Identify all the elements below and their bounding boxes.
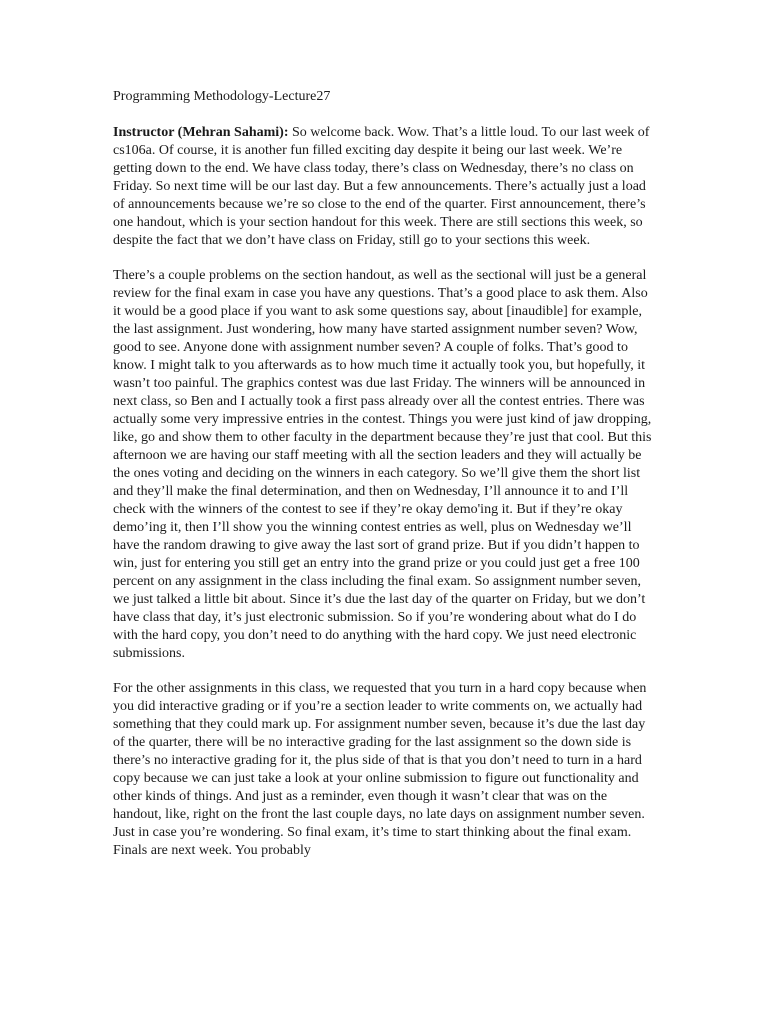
paragraph-3: For the other assignments in this class, we requested that you turn in a hard copy because when you did interactive grading or if you’re a section leader to write comments on, we actually had something that they could mark up. For assignment number seven, because it’s due the last day of the quarter, there will be no interactive grading for the last assignment so the down side is there’s no interactive grading for it, the plus side of that is that you don’t need to turn in a hard copy because we can just take a look at your online submission to figure out functionality and other kinds of things. And just as a reminder, even though it wasn’t clear that was on the handout, like, right on the front the last couple days, no late days on assignment number seven. Just in case you’re wondering. So final exam, it’s time to start thinking about the final exam. Finals are next week. You probably: [113, 681, 647, 858]
paragraph-1: [113, 124, 658, 250]
paragraph-1-text: So welcome back. Wow. That’s a little loud. To our last week of cs106a. Of course, it is another fun filled exciting day despite it being our last week. We’re getting down to the end. We have class today, there’s class on Wednesday, there’s no class on Friday. So next time will be our last day. But a few announcements. There’s actually just a load of announcements because we’re so close to the end of the quarter. First announcement, there’s one handout, which is your section handout for this week. There are still sections this week, so despite the fact that we don’t have class on Friday, still go to your sections this week.: [113, 125, 650, 248]
paragraph-2: There’s a couple problems on the section handout, as well as the sectional will just be a general review for the final exam in case you have any questions. That’s a good place to ask them. Also it would be a good place if you want to ask some questions say, about [inaudible] for example, the last assignment. Just wondering, how many have started assignment number seven? Wow, good to see. Anyone done with assignment number seven? A couple of folks. That’s good to know. I might talk to you afterwards as to how much time it actually took you, but hopefully, it wasn’t too painful. The graphics contest was due last Friday. The winners will be announced in next class, so Ben and I actually took a first pass already over all the contest entries. There was actually some very impressive entries in the contest. Things you were just kind of jaw dropping, like, go and show them to other faculty in the department because they’re just that cool. But this afternoon we are having our staff meeting with all the section leaders and they will actually be the ones voting and deciding on the winners in each category. So we’ll give them the short list and they’ll make the final determination, and then on Wednesday, I’ll announce it to and I’ll check with the winners of the contest to see if they’re okay demo'ing it. But if they’re okay demo’ing it, then I’ll show you the winning contest entries as well, plus on Wednesday we’ll have the random drawing to give away the last sort of grand prize. But if you didn’t happen to win, just for entering you still get an entry into the grand prize or you could just get a free 100 percent on any assignment in the class including the final exam. So assignment number seven, we just talked a little bit about. Since it’s due the last day of the quarter on Friday, but we don’t have class that day, it’s just electronic submission. So if you’re wondering about what do I do with the hard copy, you don’t need to do anything with the hard copy. We just need electronic submissions.: [113, 268, 652, 661]
document-page: [113, 88, 658, 877]
document-title: Programming Methodology-Lecture27: [113, 89, 331, 104]
speaker-label: Instructor (Mehran Sahami):: [113, 125, 289, 140]
